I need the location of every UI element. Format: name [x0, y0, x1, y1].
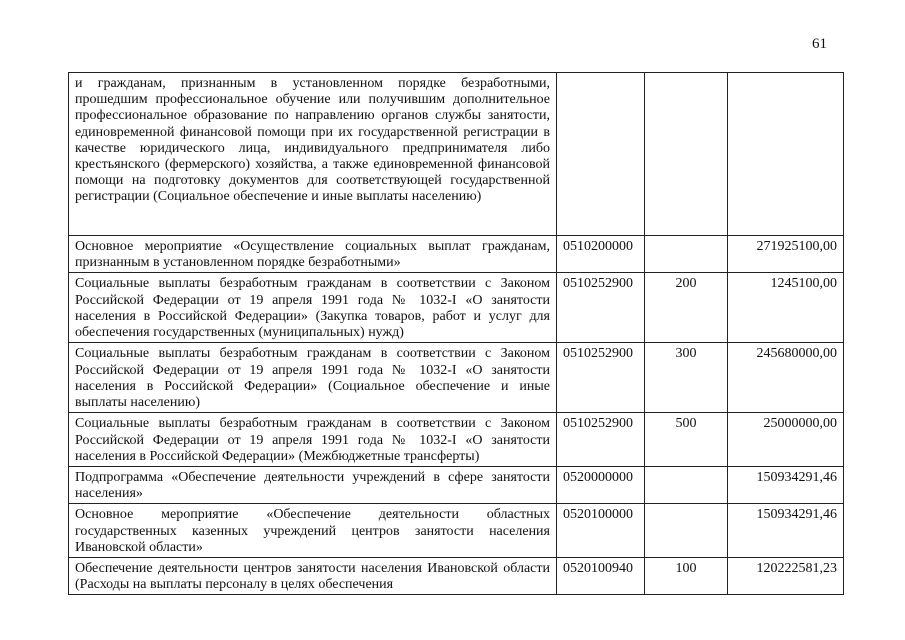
row-amount: 120222581,23 — [728, 558, 844, 595]
row-description: Основное мероприятие «Обеспечение деятельности областных государственных казенных учреждений центров занятости населения Ивановской области» — [69, 504, 557, 558]
row-expense-type: 300 — [645, 343, 728, 413]
table-row — [69, 73, 844, 236]
row-amount: 245680000,00 — [728, 343, 844, 413]
table-row — [69, 273, 844, 343]
row-description: и гражданам, признанным в установленном порядке безработными, прошедшим профессиональное обучение или получившим дополнительное профессиональное образование по направлению органов службы занятости, единовременной финансовой помощи при их государственной регистрации в качестве юридического лица, индивидуального предпринимателя либо крестьянского (фермерского) хозяйства, а также единовременной финансовой помощи на подготовку документов для соответствующей государственной регистрации (Социальное обеспечение и иные выплаты населению) — [69, 73, 557, 236]
row-target-code: 0510252900 — [557, 343, 645, 413]
row-target-code: 0510200000 — [557, 236, 645, 273]
row-description: Социальные выплаты безработным гражданам в соответствии с Законом Российской Федерации от 19 апреля 1991 года № 1032-I «О занятости населения в Российской Федерации» (Социальное обеспечение и иные выплаты населению) — [69, 343, 557, 413]
row-description: Социальные выплаты безработным гражданам в соответствии с Законом Российской Федерации от 19 апреля 1991 года № 1032-I «О занятости населения в Российской Федерации» (Закупка товаров, работ и услуг для обеспечения государственных (муниципальных) нужд) — [69, 273, 557, 343]
row-amount: 150934291,46 — [728, 504, 844, 558]
row-expense-type — [645, 504, 728, 558]
table-row — [69, 467, 844, 504]
row-expense-type: 200 — [645, 273, 728, 343]
row-expense-type: 100 — [645, 558, 728, 595]
row-amount: 25000000,00 — [728, 413, 844, 467]
row-expense-type — [645, 467, 728, 504]
table-row — [69, 343, 844, 413]
row-amount — [728, 73, 844, 236]
table-row — [69, 236, 844, 273]
row-expense-type — [645, 236, 728, 273]
row-target-code: 0520100000 — [557, 504, 645, 558]
row-target-code: 0520000000 — [557, 467, 645, 504]
row-target-code: 0510252900 — [557, 273, 645, 343]
row-description: Подпрограмма «Обеспечение деятельности учреждений в сфере занятости населения» — [69, 467, 557, 504]
row-target-code — [557, 73, 645, 236]
row-target-code: 0520100940 — [557, 558, 645, 595]
table-row — [69, 504, 844, 558]
row-description: Обеспечение деятельности центров занятости населения Ивановской области (Расходы на выплаты персоналу в целях обеспечения — [69, 558, 557, 595]
row-expense-type — [645, 73, 728, 236]
row-amount: 271925100,00 — [728, 236, 844, 273]
row-expense-type: 500 — [645, 413, 728, 467]
row-target-code: 0510252900 — [557, 413, 645, 467]
table-row — [69, 558, 844, 595]
row-description: Социальные выплаты безработным гражданам в соответствии с Законом Российской Федерации от 19 апреля 1991 года № 1032-I «О занятости населения в Российской Федерации» (Межбюджетные трансферты) — [69, 413, 557, 467]
row-amount: 150934291,46 — [728, 467, 844, 504]
row-description: Основное мероприятие «Осуществление социальных выплат гражданам, признанным в установленном порядке безработными» — [69, 236, 557, 273]
row-amount: 1245100,00 — [728, 273, 844, 343]
table-row — [69, 413, 844, 467]
page-number: 61 — [812, 36, 827, 52]
budget-table — [68, 72, 844, 595]
